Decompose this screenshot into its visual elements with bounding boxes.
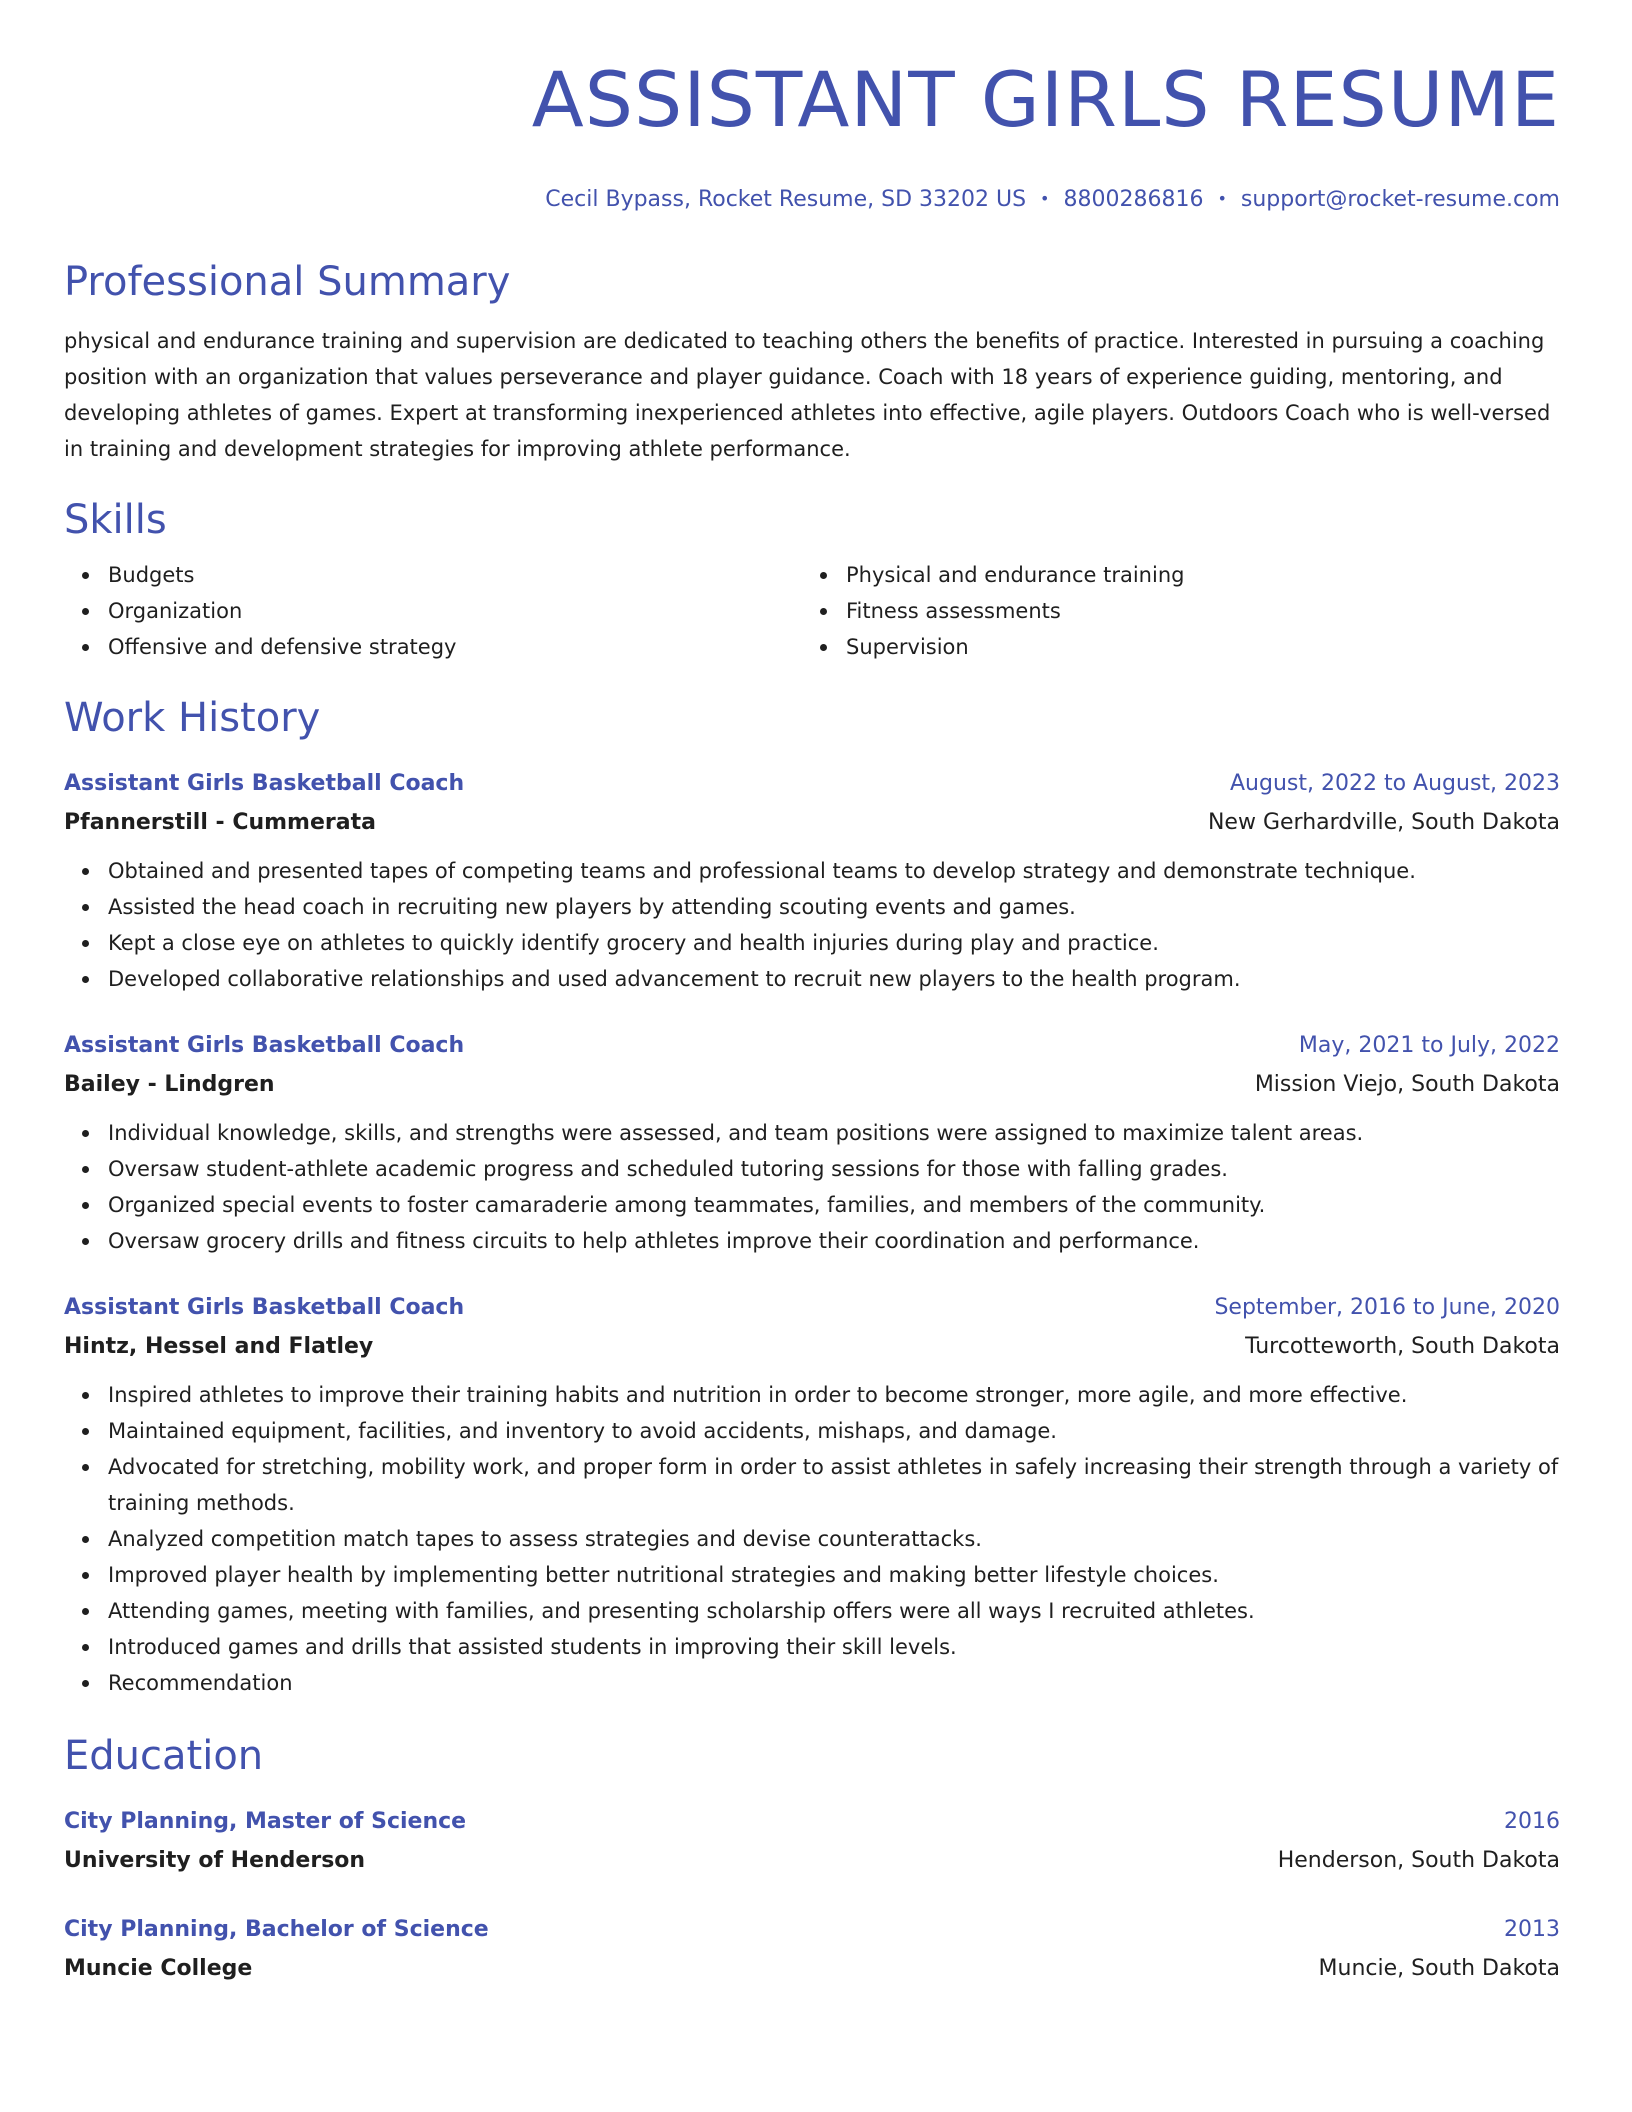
contact-line: [64, 184, 1560, 215]
job-bullet: Improved player health by implementing better nutritional strategies and making better lifestyle choices.: [108, 1557, 1560, 1593]
skill-item: Fitness assessments: [846, 593, 1540, 629]
job-bullet: Oversaw student-athlete academic progress and scheduled tutoring sessions for those with falling grades.: [108, 1151, 1560, 1187]
job-location: Turcotteworth, South Dakota: [1245, 1334, 1560, 1359]
job-bullet: Attending games, meeting with families, and presenting scholarship offers were all ways I recruited athletes.: [108, 1593, 1560, 1629]
job-bullets: [64, 1115, 1560, 1259]
summary-heading: Professional Summary: [64, 259, 511, 305]
job-bullet: Obtained and presented tapes of competing teams and professional teams to develop strategy and demonstrate technique.: [108, 853, 1560, 889]
job-entry: [64, 765, 1560, 997]
job-bullets: [64, 1377, 1560, 1701]
job-role: Assistant Girls Basketball Coach: [64, 1295, 465, 1320]
education-school: Muncie College: [64, 1956, 253, 1981]
contact-email[interactable]: support@rocket-resume.com: [1240, 187, 1560, 212]
education-location: Muncie, South Dakota: [1318, 1956, 1560, 1981]
job-bullet: Advocated for stretching, mobility work, and proper form in order to assist athletes in safely increasing their strength through a variety of training methods.: [108, 1449, 1560, 1521]
skill-item: Supervision: [846, 629, 1540, 665]
education-heading: Education: [64, 1733, 264, 1779]
job-entry: [64, 1027, 1560, 1259]
education-degree: City Planning, Master of Science: [64, 1809, 467, 1834]
education-degree: City Planning, Bachelor of Science: [64, 1917, 489, 1942]
resume-page: [64, 0, 1560, 1989]
job-dates: September, 2016 to June, 2020: [1214, 1295, 1560, 1320]
job-bullet: Oversaw grocery drills and fitness circuits to help athletes improve their coordination and performance.: [108, 1223, 1560, 1259]
skills-heading: Skills: [64, 497, 167, 543]
job-bullet: Maintained equipment, facilities, and inventory to avoid accidents, mishaps, and damage.: [108, 1413, 1560, 1449]
resume-title: ASSISTANT GIRLS RESUME: [531, 55, 1560, 144]
skill-item: Offensive and defensive strategy: [108, 629, 802, 665]
job-bullet: Organized special events to foster camaraderie among teammates, families, and members of the community.: [108, 1187, 1560, 1223]
skill-item: Budgets: [108, 557, 802, 593]
skills-column-right: [802, 557, 1540, 665]
contact-address: Cecil Bypass, Rocket Resume, SD 33202 US: [545, 187, 1027, 212]
job-bullet: Individual knowledge, skills, and strengths were assessed, and team positions were assigned to maximize talent areas.: [108, 1115, 1560, 1151]
skills-list: [64, 557, 1560, 665]
job-bullet: Assisted the head coach in recruiting new players by attending scouting events and games.: [108, 889, 1560, 925]
job-location: New Gerhardville, South Dakota: [1207, 810, 1560, 835]
job-role: Assistant Girls Basketball Coach: [64, 1033, 465, 1058]
job-bullet: Inspired athletes to improve their training habits and nutrition in order to become stronger, more agile, and more effective.: [108, 1377, 1560, 1413]
skills-column-left: [64, 557, 802, 665]
contact-separator: •: [1217, 189, 1227, 208]
job-bullets: [64, 853, 1560, 997]
education-school: University of Henderson: [64, 1848, 366, 1873]
education-location: Henderson, South Dakota: [1277, 1848, 1560, 1873]
job-location: Mission Viejo, South Dakota: [1254, 1072, 1560, 1097]
job-bullet: Recommendation: [108, 1665, 1560, 1701]
skill-item: Physical and endurance training: [846, 557, 1540, 593]
job-dates: August, 2022 to August, 2023: [1230, 771, 1560, 796]
work-history-heading: Work History: [64, 695, 321, 741]
skill-item: Organization: [108, 593, 802, 629]
job-entry: [64, 1289, 1560, 1701]
education-year: 2013: [1504, 1917, 1560, 1942]
job-bullet: Kept a close eye on athletes to quickly identify grocery and health injuries during play and practice.: [108, 925, 1560, 961]
job-company: Hintz, Hessel and Flatley: [64, 1334, 374, 1359]
job-bullet: Developed collaborative relationships and used advancement to recruit new players to the health program.: [108, 961, 1560, 997]
contact-phone: 8800286816: [1063, 187, 1204, 212]
contact-separator: •: [1040, 189, 1050, 208]
education-entry: [64, 1911, 1560, 1989]
job-bullet: Introduced games and drills that assisted students in improving their skill levels.: [108, 1629, 1560, 1665]
resume-header: [64, 0, 1560, 215]
job-dates: May, 2021 to July, 2022: [1298, 1033, 1560, 1058]
education-entry: [64, 1803, 1560, 1881]
education-year: 2016: [1504, 1809, 1560, 1834]
job-role: Assistant Girls Basketball Coach: [64, 771, 465, 796]
job-bullet: Analyzed competition match tapes to assess strategies and devise counterattacks.: [108, 1521, 1560, 1557]
job-company: Bailey - Lindgren: [64, 1072, 275, 1097]
summary-text: physical and endurance training and supervision are dedicated to teaching others the benefits of practice. Interested in pursuing a coaching position with an organization that values perseverance and player guidance. Coach with 18 years of experience guiding, mentoring, and developing athletes of games. Expert at transforming inexperienced athletes into effective, agile players. Outdoors Coach who is well-versed in training and development strategies for improving athlete performance.: [64, 329, 1551, 461]
job-company: Pfannerstill - Cummerata: [64, 810, 376, 835]
